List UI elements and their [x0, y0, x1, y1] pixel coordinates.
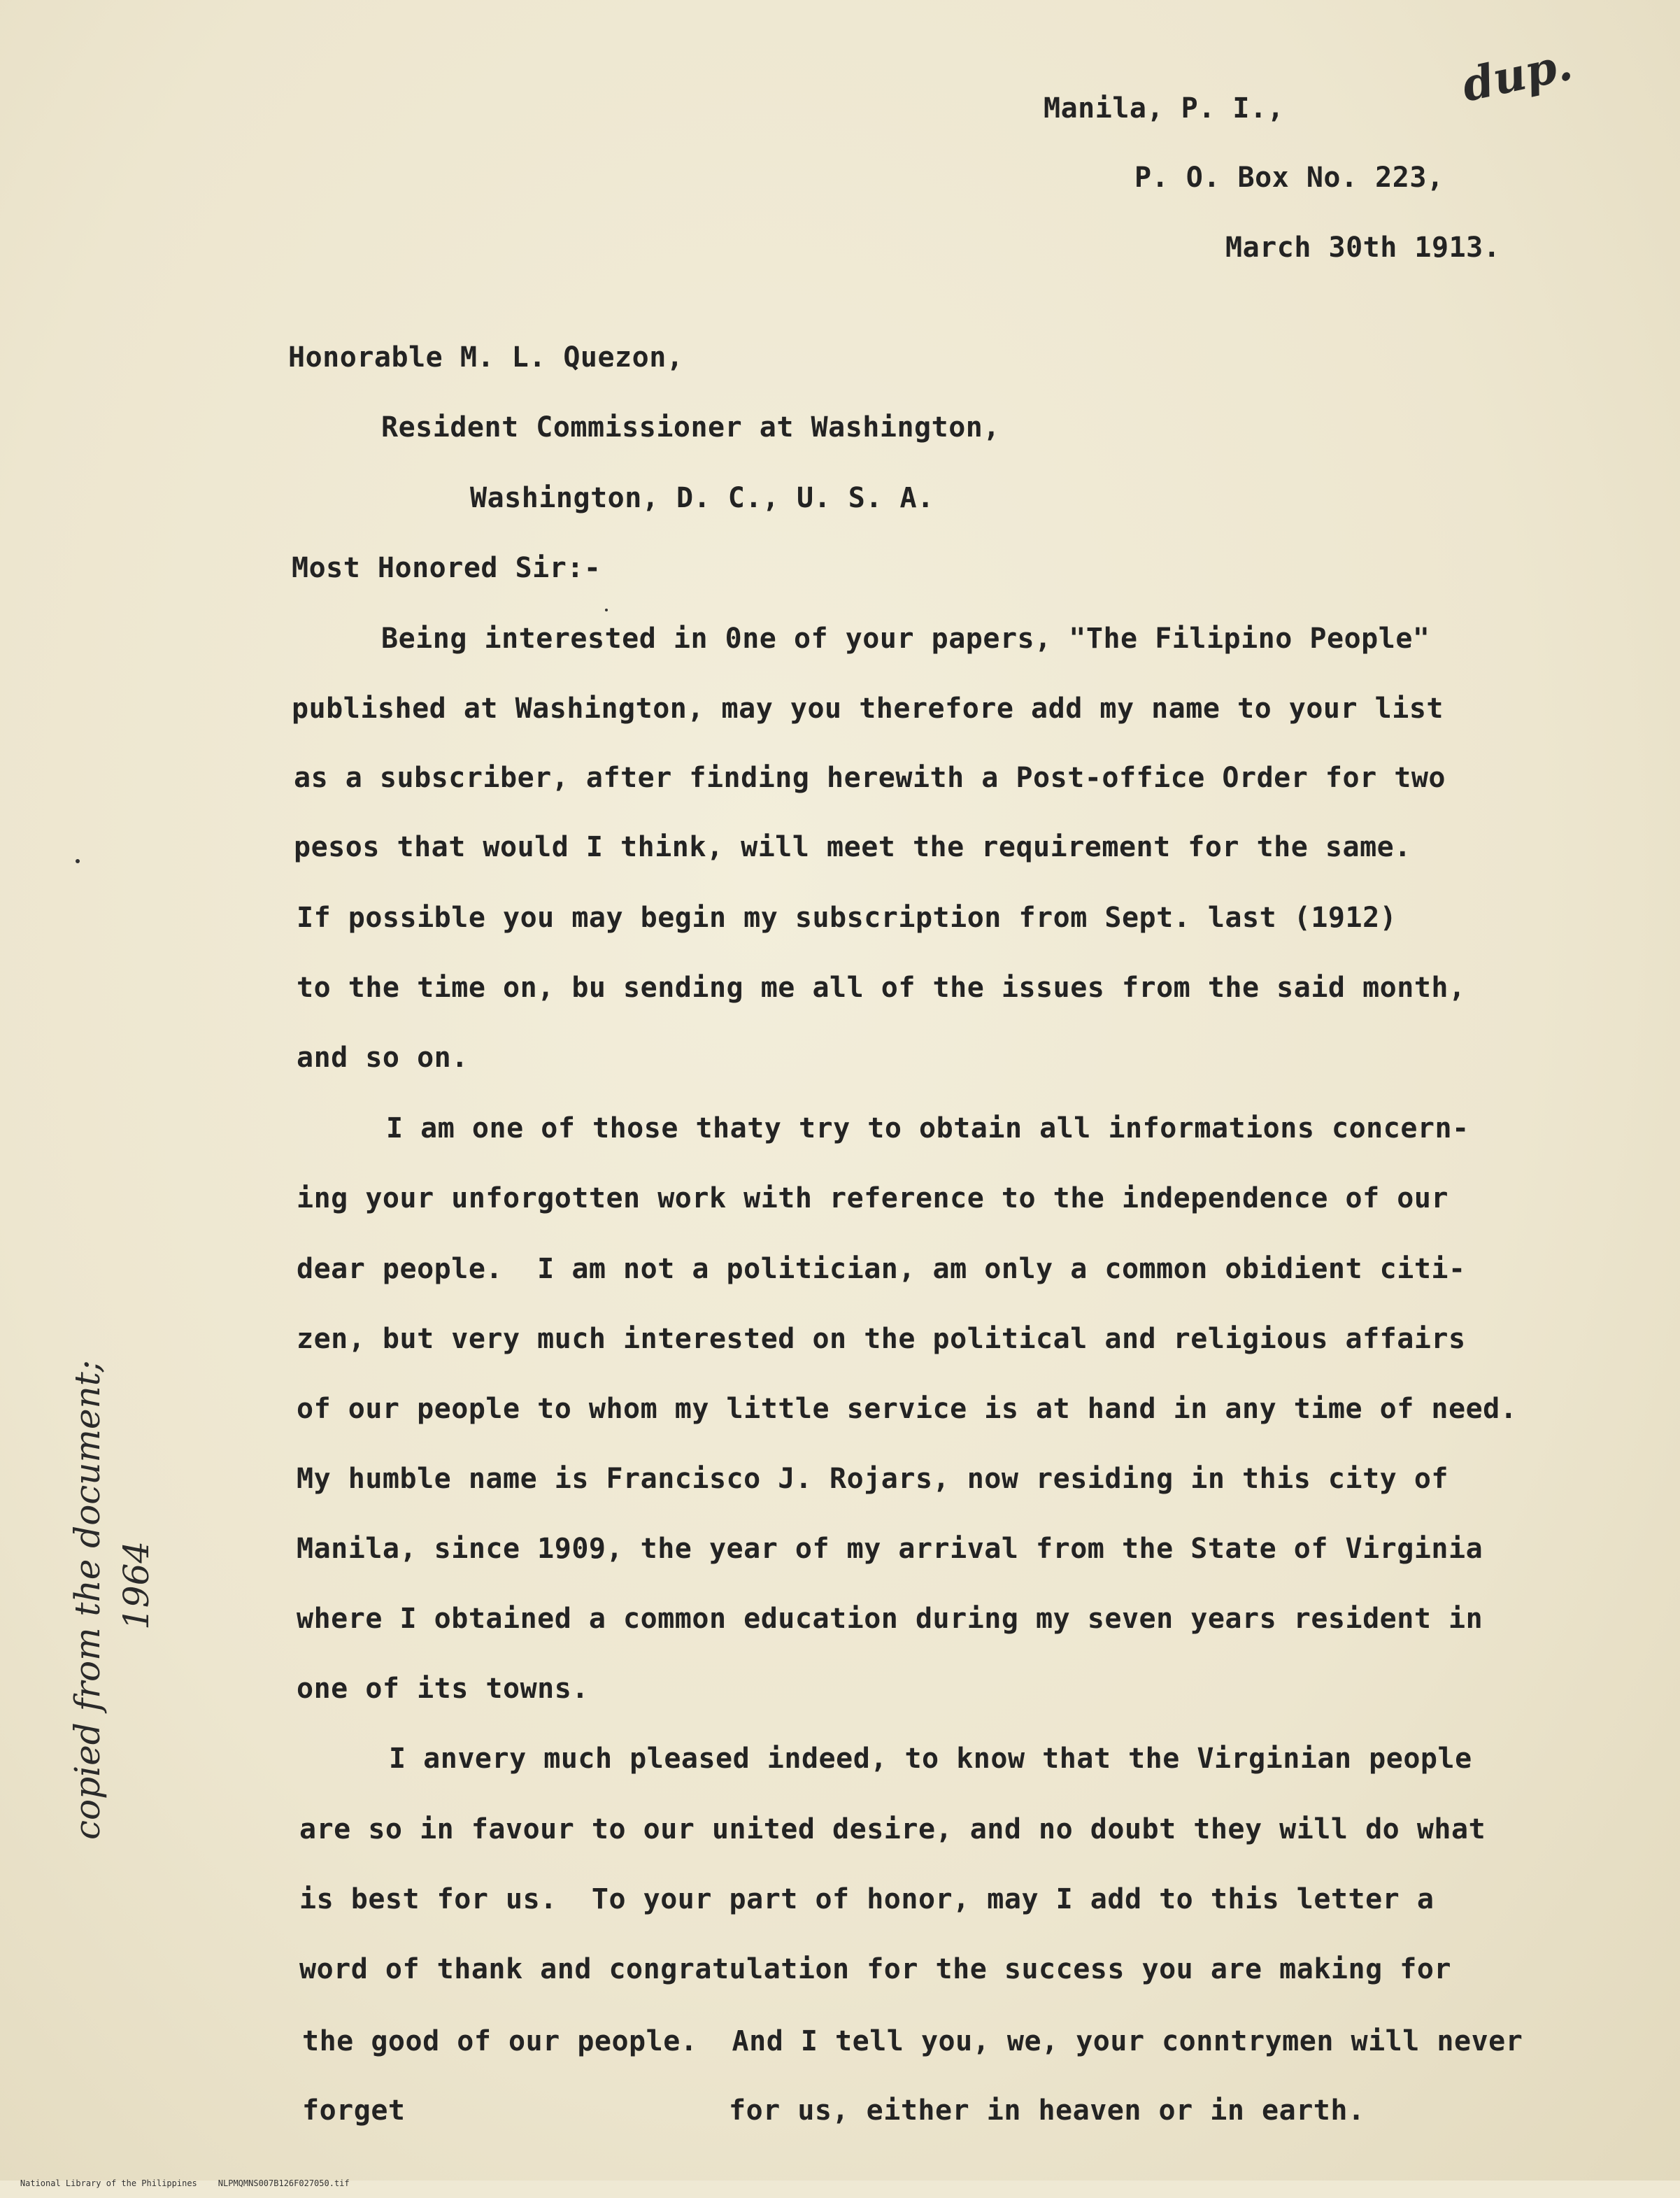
paragraph1-line: pesos that would I think, will meet the requirement for the same.: [294, 831, 1411, 863]
paragraph2-line: I am one of those thaty try to obtain all informations concern-: [386, 1112, 1469, 1144]
letter-date: March 30th 1913.: [1225, 232, 1501, 264]
paragraph3-line: word of thank and congratulation for the success you are making for: [299, 1953, 1451, 1985]
footer-archive: National Library of the Philippines: [20, 2178, 197, 2188]
paragraph3-line: is best for us. To your part of honor, may I add to this letter a: [299, 1883, 1435, 1915]
recipient-title: Resident Commissioner at Washington,: [381, 411, 1000, 444]
paragraph1-line: as a subscriber, after finding herewith a Post-office Order for two: [294, 762, 1446, 794]
recipient-location: Washington, D. C., U. S. A.: [470, 482, 934, 514]
paragraph1-line: and so on.: [297, 1042, 469, 1074]
paragraph2-line: where I obtained a common education during my seven years resident in: [297, 1603, 1483, 1635]
paragraph2-line: My humble name is Francisco J. Rojars, now residing in this city of: [297, 1463, 1448, 1495]
paragraph2-line: Manila, since 1909, the year of my arrival from the State of Virginia: [297, 1533, 1483, 1565]
handwritten-note-top: dup.: [1457, 38, 1577, 113]
paragraph2-line: ing your unforgotten work with reference to the independence of our: [297, 1182, 1448, 1214]
paragraph3-line: are so in favour to our united desire, and no doubt they will do what: [299, 1813, 1486, 1845]
address-po-box: P. O. Box No. 223,: [1134, 162, 1444, 194]
last-line-left: forget: [302, 2094, 406, 2127]
paragraph2-line: dear people. I am not a politician, am only a common obidient citi-: [297, 1253, 1466, 1285]
address-city: Manila, P. I.,: [1044, 92, 1285, 125]
salutation: Most Honored Sir:-: [292, 552, 601, 584]
paragraph1-line: Being interested in 0ne of your papers, "The Filipino People": [381, 623, 1430, 655]
paper-speck: [605, 609, 608, 611]
archive-footer: [0, 2169, 371, 2198]
recipient-name: Honorable M. L. Quezon,: [288, 341, 684, 374]
paragraph3-line: the good of our people. And I tell you, we, your conntrymen will never: [302, 2025, 1523, 2057]
paragraph1-line: to the time on, bu sending me all of the issues from the said month,: [297, 972, 1466, 1004]
paragraph2-line: one of its towns.: [297, 1673, 589, 1705]
footer-file: NLPMQMNS007B126F027050.tif: [218, 2178, 350, 2188]
handwritten-note-side-line1: copied from the document;: [67, 1360, 108, 1840]
paragraph3-line: I anvery much pleased indeed, to know that the Virginian people: [389, 1743, 1472, 1775]
paragraph2-line: zen, but very much interested on the political and religious affairs: [297, 1323, 1466, 1355]
last-line-right: for us, either in heaven or in earth.: [729, 2094, 1365, 2127]
handwritten-note-side: [63, 1308, 161, 1840]
paragraph1-line: published at Washington, may you therefore add my name to your list: [292, 693, 1444, 725]
paragraph2-line: of our people to whom my little service is at hand in any time of need.: [297, 1393, 1518, 1425]
paragraph1-line: If possible you may begin my subscription from Sept. last (1912): [297, 902, 1397, 934]
handwritten-note-side-line2: 1964: [116, 1540, 157, 1630]
paper-speck: [76, 859, 80, 863]
